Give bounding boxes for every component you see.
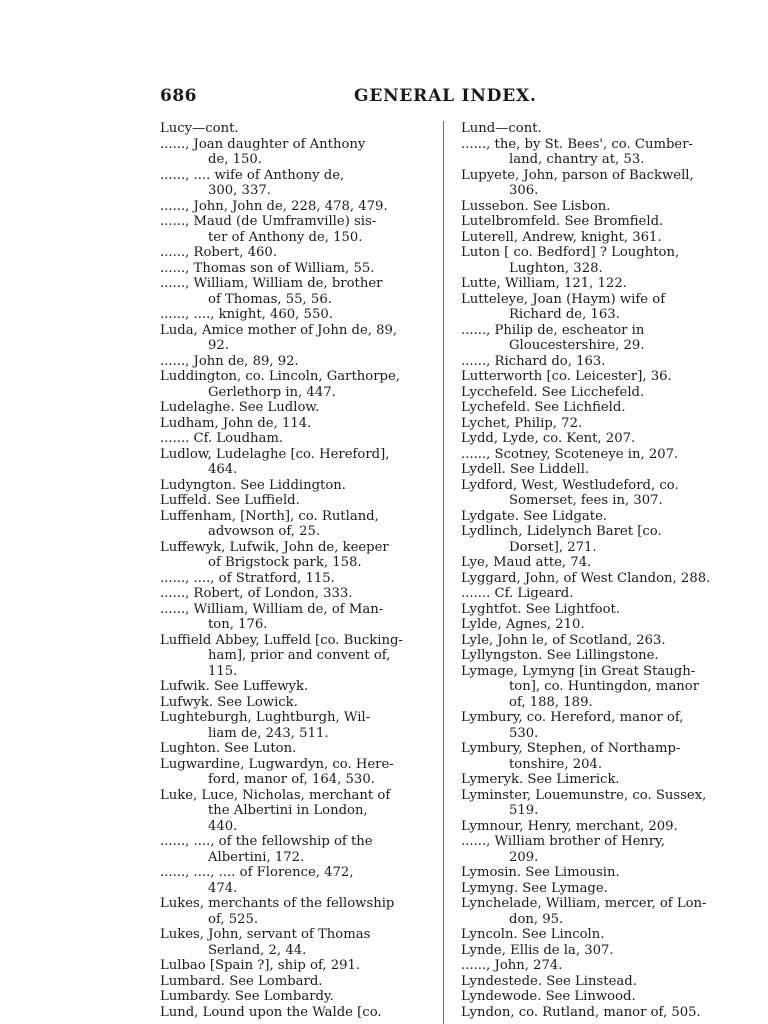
index-entry-line: Lydford, West, Westludeford, co. [461, 477, 679, 493]
index-entry-line: Lye, Maud atte, 74. [461, 555, 592, 570]
index-entry-line: Lumbardy. See Lombardy. [160, 989, 334, 1004]
index-entry [160, 261, 428, 277]
index-entry [160, 400, 428, 416]
index-entry [160, 989, 428, 1005]
index-entry [160, 416, 428, 432]
index-entry [160, 137, 428, 168]
index-entry [461, 292, 729, 323]
index-entry-line: Lynchelade, William, mercer, of Lon- [461, 896, 707, 911]
index-entry-line: ......, Thomas son of William, 55. [160, 260, 375, 276]
index-entry-line: Lychet, Philip, 72. [461, 415, 583, 431]
index-entry [461, 199, 729, 215]
index-entry-line: ......, Philip de, escheator in [461, 322, 645, 338]
index-entry-continuation: Richard de, 163. [509, 307, 620, 322]
index-entry [461, 354, 729, 370]
index-entry-line: Lydd, Lyde, co. Kent, 207. [461, 431, 636, 446]
index-entry-line: Lufwik. See Luffewyk. [160, 679, 309, 694]
index-entry-continuation: 92. [208, 338, 229, 353]
index-entry-continuation: liam de, 243, 511. [208, 725, 329, 741]
index-entry-line: Lyndewode. See Linwood. [461, 989, 636, 1004]
index-entry [461, 478, 729, 509]
index-entry-line: ......, ...., of Stratford, 115. [160, 570, 335, 586]
index-entry-continuation: 209. [509, 849, 539, 865]
index-entry-continuation: Gerlethorp in, 447. [208, 384, 336, 400]
index-entry-line: ......, Robert, of London, 333. [160, 586, 353, 601]
page-title: GENERAL INDEX. [354, 86, 537, 106]
index-entry [160, 865, 428, 896]
index-entry-line: Lyncoln. See Lincoln. [461, 927, 605, 942]
index-entry-line: Luke, Luce, Nicholas, merchant of [160, 787, 391, 803]
index-entry-line: ......, Richard do, 163. [461, 353, 606, 369]
index-entry-line: Lynde, Ellis de la, 307. [461, 942, 614, 958]
index-entry-continuation: tonshire, 204. [509, 756, 603, 772]
index-entry-continuation: the Albertini in London, [208, 803, 368, 818]
index-entry [461, 323, 729, 354]
index-entry-continuation: of, 188, 189. [509, 694, 593, 710]
index-entry [461, 431, 729, 447]
index-entry-line: Lupyete, John, parson of Backwell, [461, 167, 694, 183]
index-entry-continuation: 300, 337. [208, 183, 271, 198]
index-entry-line: ......, John, John de, 228, 478, 479. [160, 198, 388, 214]
column-divider [443, 121, 444, 1024]
index-entry-line: ......, ...., .... of Florence, 472, [160, 865, 354, 880]
index-entry-line: Lymnour, Henry, merchant, 209. [461, 818, 678, 834]
index-column-right [461, 121, 729, 1020]
index-entry-line: Luton [ co. Bedford] ? Loughton, [461, 245, 680, 260]
index-entry [461, 927, 729, 943]
index-entry-line: Lussebon. See Lisbon. [461, 198, 611, 214]
index-entry-continuation: Lughton, 328. [509, 260, 603, 276]
index-entry [461, 788, 729, 819]
index-entry-line: Luterell, Andrew, knight, 361. [461, 229, 662, 245]
index-entry [160, 710, 428, 741]
index-entry-line: Lydgate. See Lidgate. [461, 508, 608, 524]
index-entry [160, 199, 428, 215]
index-entry [461, 881, 729, 897]
index-entry-continuation: Gloucestershire, 29. [509, 338, 645, 353]
index-entry-line: Luffenham, [North], co. Rutland, [160, 508, 379, 524]
index-entry-line: ......, Joan daughter of Anthony [160, 136, 366, 152]
index-entry [461, 137, 729, 168]
index-entry-line: Luddington, co. Lincoln, Garthorpe, [160, 369, 400, 384]
index-entry-continuation: 474. [208, 880, 238, 896]
index-entry-line: Lund, Lound upon the Walde [co. [160, 1004, 382, 1020]
index-entry [160, 121, 428, 137]
index-entry [461, 896, 729, 927]
index-entry [461, 943, 729, 959]
index-entry [461, 741, 729, 772]
index-entry [461, 586, 729, 602]
index-entry-line: Lund—cont. [461, 121, 542, 136]
index-entry-line: Luffeld. See Luffield. [160, 493, 300, 508]
index-entry [461, 369, 729, 385]
index-entry-continuation: of Brigstock park, 158. [208, 555, 362, 570]
index-column-left [160, 121, 428, 1020]
index-entry-line: ......, .... wife of Anthony de, [160, 167, 345, 183]
index-entry-continuation: land, chantry at, 53. [509, 152, 645, 167]
index-entry [160, 741, 428, 757]
index-entry-line: Lyndestede. See Linstead. [461, 973, 637, 989]
index-entry [160, 168, 428, 199]
index-entry-continuation: 464. [208, 462, 238, 477]
index-entry [160, 958, 428, 974]
index-entry [461, 555, 729, 571]
index-entry-line: Lufwyk. See Lowick. [160, 694, 298, 710]
index-entry-line: Lukes, merchants of the fellowship [160, 896, 395, 911]
index-entry-line: ......, ...., of the fellowship of the [160, 834, 373, 849]
index-entry [160, 602, 428, 633]
index-entry-line: Lyndon, co. Rutland, manor of, 505. [461, 1004, 701, 1020]
index-entry-line: Lughteburgh, Lughtburgh, Wil- [160, 710, 371, 725]
index-entry-continuation: ter of Anthony de, 150. [208, 229, 363, 245]
index-entry [160, 834, 428, 865]
index-entry-line: Lyle, John le, of Scotland, 263. [461, 632, 666, 648]
index-entry [160, 679, 428, 695]
index-entry-line: Lutteleye, Joan (Haym) wife of [461, 291, 666, 307]
index-entry-line: ......, ...., knight, 460, 550. [160, 307, 333, 322]
index-entry-line: Ludham, John de, 114. [160, 415, 312, 431]
index-entry-line: Lylde, Agnes, 210. [461, 617, 585, 632]
index-entry [160, 493, 428, 509]
index-entry [160, 323, 428, 354]
index-entry-continuation: ton, 176. [208, 617, 268, 632]
index-entry-line: Luffewyk, Lufwik, John de, keeper [160, 539, 389, 555]
index-entry-line: Lymage, Lymyng [in Great Staugh- [461, 663, 696, 679]
index-entry [160, 478, 428, 494]
index-entry-line: Lyllyngston. See Lillingstone. [461, 648, 659, 663]
index-entry-continuation: 306. [509, 183, 539, 198]
index-entry-line: Lychefeld. See Lichfield. [461, 400, 626, 415]
index-entry-continuation: Albertini, 172. [208, 849, 305, 865]
index-entry [461, 664, 729, 711]
index-entry [461, 416, 729, 432]
index-entry-continuation: Somerset, fees in, 307. [509, 493, 663, 508]
index-entry [160, 571, 428, 587]
index-entry [461, 602, 729, 618]
page-number: 686 [160, 86, 197, 106]
index-entry [461, 214, 729, 230]
index-entry [461, 121, 729, 137]
index-entry [461, 1005, 729, 1021]
index-entry [160, 540, 428, 571]
index-entry [160, 788, 428, 835]
index-entry-line: Lyminster, Louemunstre, co. Sussex, [461, 787, 707, 803]
index-entry-line: ......, Maud (de Umframville) sis- [160, 214, 377, 229]
index-entry [160, 214, 428, 245]
index-entry [160, 307, 428, 323]
index-entry-line: Lughton. See Luton. [160, 741, 297, 756]
index-entry-line: Lymbury, co. Hereford, manor of, [461, 710, 684, 725]
index-entry [160, 896, 428, 927]
index-entry [160, 354, 428, 370]
index-entry [160, 431, 428, 447]
index-entry-line: Lymbury, Stephen, of Northamp- [461, 741, 681, 756]
index-entry-continuation: Dorset], 271. [509, 539, 597, 555]
index-entry-continuation: ford, manor of, 164, 530. [208, 772, 375, 787]
index-entry-continuation: of Thomas, 55, 56. [208, 291, 332, 307]
index-entry-line: Ludyngton. See Liddington. [160, 477, 346, 493]
index-entry-line: ......, William brother of Henry, [461, 834, 666, 849]
index-entry [461, 509, 729, 525]
index-entry-line: Lymyng. See Lymage. [461, 880, 608, 896]
index-entry-line: Lydlinch, Lidelynch Baret [co. [461, 524, 662, 539]
index-entry [461, 834, 729, 865]
index-entry-line: Lyghtfot. See Lightfoot. [461, 601, 621, 617]
index-entry-line: ......, John, 274. [461, 958, 563, 973]
index-entry [160, 974, 428, 990]
index-entry-line: ......, John de, 89, 92. [160, 353, 299, 369]
index-entry-line: Lymeryk. See Limerick. [461, 772, 620, 787]
index-entry [160, 276, 428, 307]
index-entry [461, 958, 729, 974]
index-entry-continuation: don, 95. [509, 911, 564, 927]
index-entry-line: Ludlow, Ludelaghe [co. Hereford], [160, 446, 390, 462]
index-entry-continuation: advowson of, 25. [208, 524, 321, 539]
index-entry-line: Lutterworth [co. Leicester], 36. [461, 369, 672, 384]
index-entry-line: Lutelbromfeld. See Bromfield. [461, 214, 664, 229]
index-entry [461, 524, 729, 555]
index-entry [461, 276, 729, 292]
index-entry [461, 230, 729, 246]
index-entry [160, 245, 428, 261]
index-entry-continuation: 519. [509, 803, 539, 818]
index-entry-line: ....... Cf. Loudham. [160, 431, 284, 446]
index-entry-line: Lulbao [Spain ?], ship of, 291. [160, 958, 361, 973]
index-entry [160, 695, 428, 711]
index-entry [461, 772, 729, 788]
index-entry-line: Lycchefeld. See Licchefeld. [461, 384, 645, 400]
index-entry-continuation: 530. [509, 725, 539, 741]
index-entry [160, 633, 428, 680]
index-entry [461, 168, 729, 199]
index-entry [461, 710, 729, 741]
index-entry-continuation: de, 150. [208, 152, 262, 167]
index-entry [461, 447, 729, 463]
index-entry-line: ......, William, William de, brother [160, 276, 383, 291]
index-entry [461, 865, 729, 881]
index-entry [160, 447, 428, 478]
index-entry [461, 245, 729, 276]
index-entry-line: Lucy—cont. [160, 121, 239, 136]
index-entry [461, 400, 729, 416]
index-entry-line: Lugwardine, Lugwardyn, co. Here- [160, 756, 394, 772]
index-entry-line: ......, William, William de, of Man- [160, 601, 384, 617]
index-entry-continuation: ham], prior and convent of, [208, 648, 391, 663]
index-entry [461, 989, 729, 1005]
index-entry-line: Lutte, William, 121, 122. [461, 276, 627, 291]
index-entry-line: Luffield Abbey, Luffeld [co. Bucking- [160, 632, 403, 648]
index-entry [461, 648, 729, 664]
index-entry-line: Lydell. See Liddell. [461, 462, 590, 477]
index-entry [461, 617, 729, 633]
index-entry [461, 633, 729, 649]
index-entry [160, 586, 428, 602]
index-entry-line: Ludelaghe. See Ludlow. [160, 400, 320, 415]
index-entry-continuation: ton], co. Huntingdon, manor [509, 679, 700, 694]
index-entry-continuation: 115. [208, 663, 238, 679]
index-entry-line: Lumbard. See Lombard. [160, 973, 323, 989]
index-entry-line: Lukes, John, servant of Thomas [160, 927, 371, 942]
index-entry [160, 1005, 428, 1021]
index-entry-line: Luda, Amice mother of John de, 89, [160, 322, 398, 338]
index-entry-line: ......, Scotney, Scoteneye in, 207. [461, 446, 679, 462]
index-entry-line: ......, the, by St. Bees', co. Cumber- [461, 136, 693, 152]
index-entry-line: Lymosin. See Limousin. [461, 865, 620, 880]
index-entry [461, 974, 729, 990]
index-entry-continuation: of, 525. [208, 911, 259, 927]
index-entry-line: ......, Robert, 460. [160, 245, 278, 260]
index-entry-continuation: 440. [208, 818, 238, 834]
index-entry [160, 369, 428, 400]
index-entry [461, 385, 729, 401]
index-entry [160, 757, 428, 788]
index-entry [160, 509, 428, 540]
index-entry [461, 819, 729, 835]
index-entry-line: ....... Cf. Ligeard. [461, 586, 574, 601]
index-entry [461, 571, 729, 587]
index-entry-continuation: Serland, 2, 44. [208, 942, 307, 958]
index-entry [461, 462, 729, 478]
index-entry-line: Lyggard, John, of West Clandon, 288. [461, 570, 711, 586]
index-entry [160, 927, 428, 958]
